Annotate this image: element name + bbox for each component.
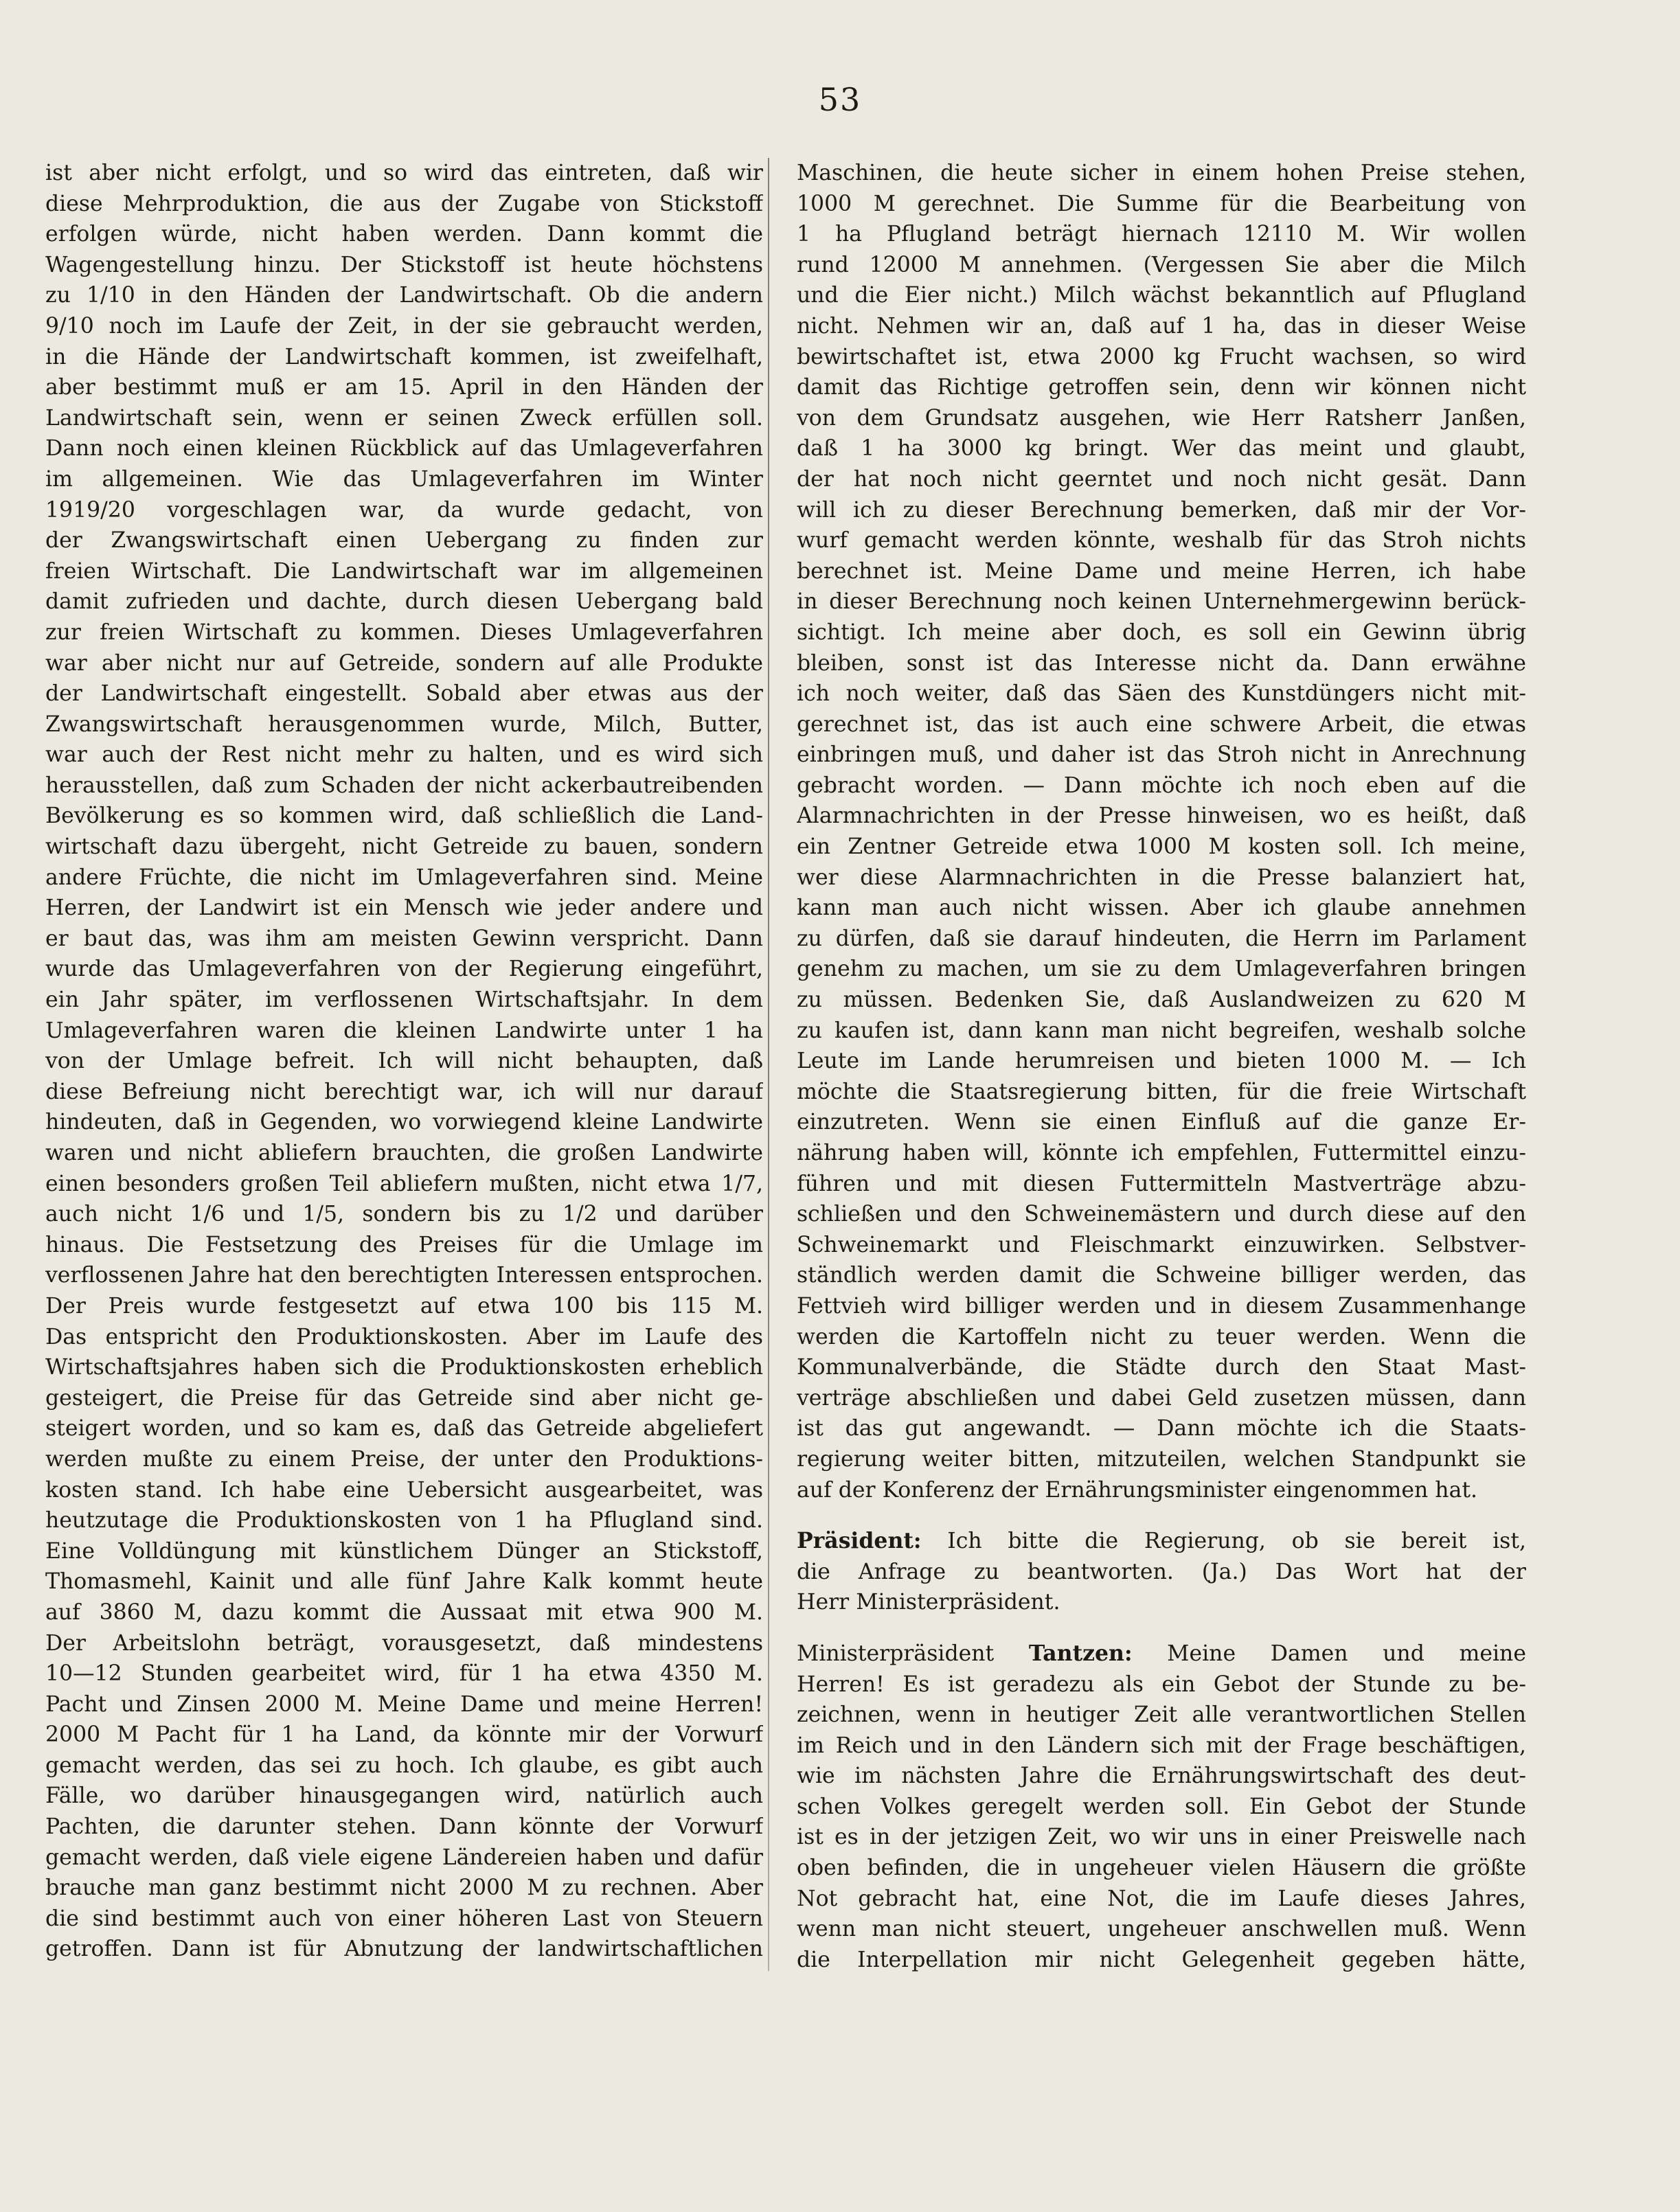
text-line: regierung weiter bitten, mitzuteilen, welchen Standpunkt sie: [797, 1446, 1526, 1472]
text-line: 10—12 Stunden gearbeitet wird, für 1 ha etwa 4350 M.: [45, 1661, 763, 1687]
text-line: war aber nicht nur auf Getreide, sondern auf alle Produkte: [45, 650, 763, 676]
text-line: Der Preis wurde festgesetzt auf etwa 100 bis 115 M.: [45, 1293, 763, 1319]
text-line: zur freien Wirtschaft zu kommen. Dieses Umlageverfahren: [45, 619, 763, 645]
paragraph-continuation: [797, 158, 1526, 1505]
text-line: bewirtschaftet ist, etwa 2000 kg Frucht wachsen, so wird: [797, 344, 1526, 369]
text-line: Fälle, wo darüber hinausgegangen wird, natürlich auch: [45, 1783, 763, 1809]
text-line: Landwirtschaft sein, wenn er seinen Zweck erfüllen soll.: [45, 405, 763, 431]
text-line: auf 3860 M, dazu kommt die Aussaat mit etwa 900 M.: [45, 1599, 763, 1625]
text-line: wirtschaft dazu übergeht, nicht Getreide zu bauen, sondern: [45, 834, 763, 860]
text-line: die Anfrage zu beantworten. (Ja.) Das Wort hat der: [797, 1559, 1526, 1584]
text-line: Herren! Es ist geradezu als ein Gebot der Stunde zu be-: [797, 1672, 1526, 1697]
right-text-column: [797, 158, 1526, 1975]
text-line: daß 1 ha 3000 kg bringt. Wer das meint und glaubt,: [797, 436, 1526, 461]
text-line: der Zwangswirtschaft einen Uebergang zu finden zur: [45, 528, 763, 554]
text-line: Kommunalverbände, die Städte durch den Staat Mast-: [797, 1355, 1526, 1380]
text-line: einen besonders großen Teil abliefern mußten, nicht etwa 1/7,: [45, 1171, 763, 1196]
text-line: ich noch weiter, daß das Säen des Kunstdüngers nicht mit-: [797, 681, 1526, 707]
text-line: schließen und den Schweinemästern und durch diese auf den: [797, 1202, 1526, 1227]
minister-line: Ministerpräsident Tantzen: Meine Damen und meine: [797, 1640, 1526, 1666]
text-line: der hat noch nicht geerntet und noch nicht gesät. Dann: [797, 466, 1526, 492]
text-line: zu kaufen ist, dann kann man nicht begreifen, weshalb solche: [797, 1018, 1526, 1043]
text-line: war auch der Rest nicht mehr zu halten, und es wird sich: [45, 742, 763, 768]
text-line: wurf gemacht werden könnte, weshalb für das Stroh nichts: [797, 528, 1526, 554]
text-line: zu dürfen, daß sie darauf hindeuten, die Herrn im Parlament: [797, 926, 1526, 951]
text-line: im allgemeinen. Wie das Umlageverfahren im Winter: [45, 466, 763, 492]
president-paragraph: [797, 1557, 1526, 1618]
text-line: genehm zu machen, um sie zu dem Umlageverfahren bringen: [797, 957, 1526, 982]
page-number: 53: [818, 81, 862, 118]
speaker-name-president: Präsident:: [797, 1528, 922, 1554]
text-line: ist das gut angewandt. — Dann möchte ich die Staats-: [797, 1416, 1526, 1441]
text-line: auf der Konferenz der Ernährungsminister eingenommen hat.: [797, 1477, 1478, 1503]
text-line: in dieser Berechnung noch keinen Unternehmergewinn berück-: [797, 589, 1526, 615]
text-line: gemacht werden, daß viele eigene Ländereien haben und dafür: [45, 1845, 763, 1870]
text-line: Maschinen, die heute sicher in einem hohen Preise stehen,: [797, 161, 1526, 185]
text-line: hinaus. Die Festsetzung des Preises für die Umlage im: [45, 1232, 763, 1257]
text-line: von dem Grundsatz ausgehen, wie Herr Ratsherr Janßen,: [797, 405, 1526, 431]
text-line: Umlageverfahren waren die kleinen Landwirte unter 1 ha: [45, 1018, 763, 1043]
text-line: nährung haben will, könnte ich empfehlen, Futtermittel einzu-: [797, 1141, 1526, 1165]
text-line: einzutreten. Wenn sie einen Einfluß auf die ganze Er-: [797, 1110, 1526, 1135]
text-line: bleiben, sonst ist das Interesse nicht da. Dann erwähne: [797, 650, 1526, 676]
text-line: hindeuten, daß in Gegenden, wo vorwiegend kleine Landwirte: [45, 1110, 763, 1135]
text-line: Das entspricht den Produktionskosten. Aber im Laufe des: [45, 1324, 763, 1349]
text-line: verflossenen Jahre hat den berechtigten Interessen entsprochen.: [45, 1263, 763, 1288]
text-line: 2000 M Pacht für 1 ha Land, da könnte mir der Vorwurf: [45, 1722, 763, 1748]
text-line: diese Befreiung nicht berechtigt war, ich will nur darauf: [45, 1079, 763, 1104]
text-line: wer diese Alarmnachrichten in die Presse balanziert hat,: [797, 865, 1526, 890]
text-line: steigert worden, und so kam es, daß das Getreide abgeliefert: [45, 1416, 763, 1441]
text-line: Bevölkerung es so kommen wird, daß schließlich die Land-: [45, 803, 763, 829]
text-line: Leute im Lande herumreisen und bieten 1000 M. — Ich: [797, 1049, 1526, 1074]
text-line: von der Umlage befreit. Ich will nicht behaupten, daß: [45, 1049, 763, 1074]
text-line: andere Früchte, die nicht im Umlageverfahren sind. Meine: [45, 865, 763, 890]
text-line: ein Zentner Getreide etwa 1000 M kosten soll. Ich meine,: [797, 834, 1526, 860]
text-line: führen und mit diesen Futtermitteln Mastverträge abzu-: [797, 1171, 1526, 1196]
text-line: ist es in der jetzigen Zeit, wo wir uns in einer Preiswelle nach: [797, 1825, 1526, 1850]
text-line: Pacht und Zinsen 2000 M. Meine Dame und meine Herren!: [45, 1691, 763, 1717]
president-line: Präsident: Ich bitte die Regierung, ob sie bereit ist,: [797, 1528, 1526, 1554]
text-line: 1919/20 vorgeschlagen war, da wurde gedacht, von: [45, 497, 763, 523]
text-line: in die Hände der Landwirtschaft kommen, ist zweifelhaft,: [45, 344, 763, 369]
text-line: und die Eier nicht.) Milch wächst bekanntlich auf Pflugland: [797, 283, 1526, 308]
text-line: ständlich werden damit die Schweine billiger werden, das: [797, 1263, 1526, 1288]
text-line: oben befinden, die in ungeheuer vielen Häusern die größte: [797, 1856, 1526, 1881]
text-line: aber bestimmt muß er am 15. April in den Händen der: [45, 375, 763, 400]
text-line: Dann noch einen kleinen Rückblick auf das Umlageverfahren: [45, 436, 763, 461]
text-line: diese Mehrproduktion, die aus der Zugabe von Stickstoff: [45, 191, 763, 216]
text-line: zu 1/10 in den Händen der Landwirtschaft. Ob die andern: [45, 283, 763, 308]
text-line: wie im nächsten Jahre die Ernährungswirtschaft des deut-: [797, 1764, 1526, 1789]
text-line: will ich zu dieser Berechnung bemerken, daß mir der Vor-: [797, 497, 1526, 523]
text-line: getroffen. Dann ist für Abnutzung der landwirtschaftlichen: [45, 1937, 763, 1962]
minister-paragraph: [797, 1669, 1526, 1976]
text-line: brauche man ganz bestimmt nicht 2000 M zu rechnen. Aber: [45, 1875, 763, 1901]
text-line: Fettvieh wird billiger werden und in diesem Zusammenhange: [797, 1293, 1526, 1319]
text-line: gesteigert, die Preise für das Getreide sind aber nicht ge-: [45, 1385, 763, 1411]
text-line: zeichnen, wenn in heutiger Zeit alle verantwortlichen Stellen: [797, 1702, 1526, 1728]
text-line: waren und nicht abliefern brauchten, die großen Landwirte: [45, 1141, 763, 1165]
text-line: Der Arbeitslohn beträgt, vorausgesetzt, daß mindestens: [45, 1630, 763, 1656]
text-line: damit zufrieden und dachte, durch diesen Uebergang bald: [45, 589, 763, 615]
text-line: erfolgen würde, nicht haben werden. Dann kommt die: [45, 222, 763, 247]
text-line: Zwangswirtschaft herausgenommen wurde, Milch, Butter,: [45, 711, 763, 737]
text-line: ein Jahr später, im verflossenen Wirtschaftsjahr. In dem: [45, 988, 763, 1013]
text-line: damit das Richtige getroffen sein, denn wir können nicht: [797, 375, 1526, 400]
text-line: herausstellen, daß zum Schaden der nicht ackerbautreibenden: [45, 773, 763, 798]
text-line: sichtigt. Ich meine aber doch, es soll ein Gewinn übrig: [797, 619, 1526, 645]
text-line: wurde das Umlageverfahren von der Regierung eingeführt,: [45, 957, 763, 982]
text-line: werden die Kartoffeln nicht zu teuer werden. Wenn die: [797, 1324, 1526, 1349]
text-line: er baut das, was ihm am meisten Gewinn verspricht. Dann: [45, 926, 763, 951]
text-line: freien Wirtschaft. Die Landwirtschaft war im allgemeinen: [45, 558, 763, 584]
text-line: auch nicht 1/6 und 1/5, sondern bis zu 1/2 und darüber: [45, 1202, 763, 1227]
column-divider: [768, 158, 769, 1971]
text-line: nicht. Nehmen wir an, daß auf 1 ha, das in dieser Weise: [797, 313, 1526, 339]
text-line: einbringen muß, und daher ist das Stroh nicht in Anrechnung: [797, 742, 1526, 768]
text-line: Schweinemarkt und Fleischmarkt einzuwirken. Selbstver-: [797, 1232, 1526, 1257]
text-line: Herr Ministerpräsident.: [797, 1590, 1060, 1615]
text-line: gerechnet ist, das ist auch eine schwere Arbeit, die etwas: [797, 711, 1526, 737]
text-line: 1000 M gerechnet. Die Summe für die Bearbeitung von: [797, 191, 1526, 216]
text-line: Wagengestellung hinzu. Der Stickstoff ist heute höchstens: [45, 252, 763, 277]
text-line: kann man auch nicht wissen. Aber ich glaube annehmen: [797, 896, 1526, 921]
text-line: die Interpellation mir nicht Gelegenheit gegeben hätte,: [797, 1947, 1526, 1972]
text-line: Wirtschaftsjahres haben sich die Produktionskosten erheblich: [45, 1355, 763, 1380]
text-line: Eine Volldüngung mit künstlichem Dünger an Stickstoff,: [45, 1538, 763, 1564]
text-line: Pachten, die darunter stehen. Dann könnte der Vorwurf: [45, 1814, 763, 1840]
text-line: möchte die Staatsregierung bitten, für die freie Wirtschaft: [797, 1079, 1526, 1104]
left-text-column: [45, 158, 763, 1965]
text-line: im Reich und in den Ländern sich mit der Frage beschäftigen,: [797, 1733, 1526, 1758]
text-line: zu müssen. Bedenken Sie, daß Auslandweizen zu 620 M: [797, 988, 1526, 1013]
text-line: 9/10 noch im Laufe der Zeit, in der sie gebraucht werden,: [45, 313, 763, 339]
text-line: werden mußte zu einem Preise, der unter den Produktions-: [45, 1446, 763, 1472]
text-line: Alarmnachrichten in der Presse hinweisen, wo es heißt, daß: [797, 803, 1526, 829]
speaker-name-minister: Tantzen:: [1028, 1640, 1133, 1666]
text-line: rund 12000 M annehmen. (Vergessen Sie aber die Milch: [797, 252, 1526, 277]
text-line: gebracht worden. — Dann möchte ich noch eben auf die: [797, 773, 1526, 798]
text-line: gemacht werden, das sei zu hoch. Ich glaube, es gibt auch: [45, 1753, 763, 1778]
text-line: ist aber nicht erfolgt, und so wird das eintreten, daß wir: [45, 161, 763, 185]
text-line: Herren, der Landwirt ist ein Mensch wie jeder andere und: [45, 896, 763, 921]
text-line: schen Volkes geregelt werden soll. Ein Gebot der Stunde: [797, 1794, 1526, 1819]
text-line: Not gebracht hat, eine Not, die im Laufe dieses Jahres,: [797, 1886, 1526, 1911]
text-line: wenn man nicht steuert, ungeheuer anschwellen muß. Wenn: [797, 1917, 1526, 1942]
text-line: Thomasmehl, Kainit und alle fünf Jahre Kalk kommt heute: [45, 1569, 763, 1595]
text-line: berechnet ist. Meine Dame und meine Herren, ich habe: [797, 558, 1526, 584]
text-line: der Landwirtschaft eingestellt. Sobald aber etwas aus der: [45, 681, 763, 707]
text-line: die sind bestimmt auch von einer höheren Last von Steuern: [45, 1906, 763, 1931]
text-line: kosten stand. Ich habe eine Uebersicht ausgearbeitet, was: [45, 1477, 763, 1503]
text-line: 1 ha Pflugland beträgt hiernach 12110 M. Wir wollen: [797, 222, 1526, 247]
text-line: verträge abschließen und dabei Geld zusetzen müssen, dann: [797, 1385, 1526, 1411]
text-line: heutzutage die Produktionskosten von 1 ha Pflugland sind.: [45, 1508, 763, 1533]
